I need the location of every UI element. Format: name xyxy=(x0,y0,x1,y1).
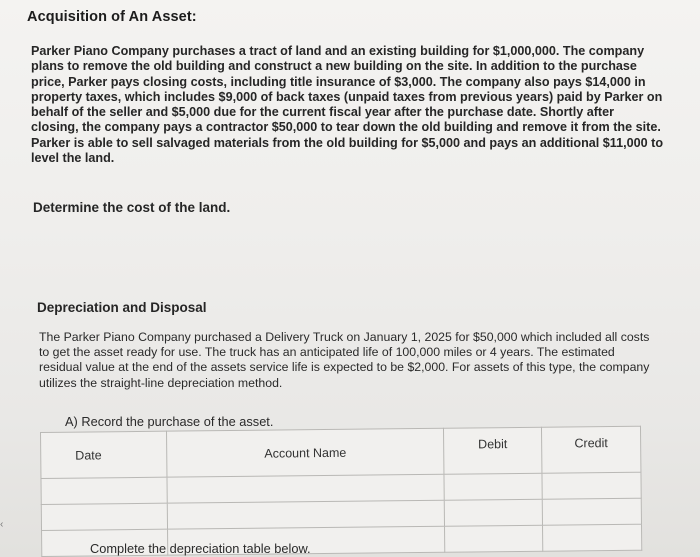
section-title-acquisition: Acquisition of An Asset: xyxy=(27,9,197,25)
table-header-row xyxy=(41,426,641,478)
land-cost-question: Determine the cost of the land. xyxy=(33,200,231,215)
header-date: Date xyxy=(41,431,167,478)
page-edge-mark: ‹ xyxy=(0,519,4,530)
cell-debit[interactable] xyxy=(445,525,543,552)
cell-credit[interactable] xyxy=(542,524,641,551)
depreciation-table-instruction: Complete the depreciation table below. xyxy=(90,541,311,556)
header-account-name: Account Name xyxy=(167,428,445,477)
part-a-instruction: A) Record the purchase of the asset. xyxy=(65,414,274,429)
journal-entry-table xyxy=(40,426,642,557)
section-title-depreciation: Depreciation and Disposal xyxy=(37,300,207,315)
header-credit: Credit xyxy=(541,426,641,473)
cell-debit[interactable] xyxy=(444,499,542,526)
acquisition-paragraph: Parker Piano Company purchases a tract of land and an existing building for $1,000,000. The company plans to remove the old building and construct a new building on the site. In addition to the purchase price, Parker pays closing costs, including title insurance of $3,000. The company also pays $14,000 in property taxes, which includes $9,000 of back taxes (unpaid taxes from previous years) paid by Parker on behalf of the seller and $5,000 due for the current fiscal year after the purchase date. Shortly after closing, the company pays a contractor $50,000 to tear down the old building and remove it from the site. Parker is able to sell salvaged materials from the old building for $5,000 and pays an additional $11,000 to level the land. xyxy=(31,44,664,166)
cell-account-name[interactable] xyxy=(167,500,444,529)
cell-debit[interactable] xyxy=(444,473,542,500)
cell-date[interactable] xyxy=(41,477,167,504)
cell-date[interactable] xyxy=(41,503,167,530)
cell-credit[interactable] xyxy=(542,498,641,525)
header-debit: Debit xyxy=(444,427,542,474)
cell-account-name[interactable] xyxy=(167,474,444,503)
depreciation-paragraph: The Parker Piano Company purchased a Delivery Truck on January 1, 2025 for $50,000 which included all costs to get the asset ready for use. The truck has an anticipated life of 100,000 miles or 4 years. The estimated residual value at the end of the assets service life is expected to be $2,000. For assets of this type, the company utilizes the straight-line depreciation method. xyxy=(39,330,650,390)
cell-credit[interactable] xyxy=(542,472,641,499)
